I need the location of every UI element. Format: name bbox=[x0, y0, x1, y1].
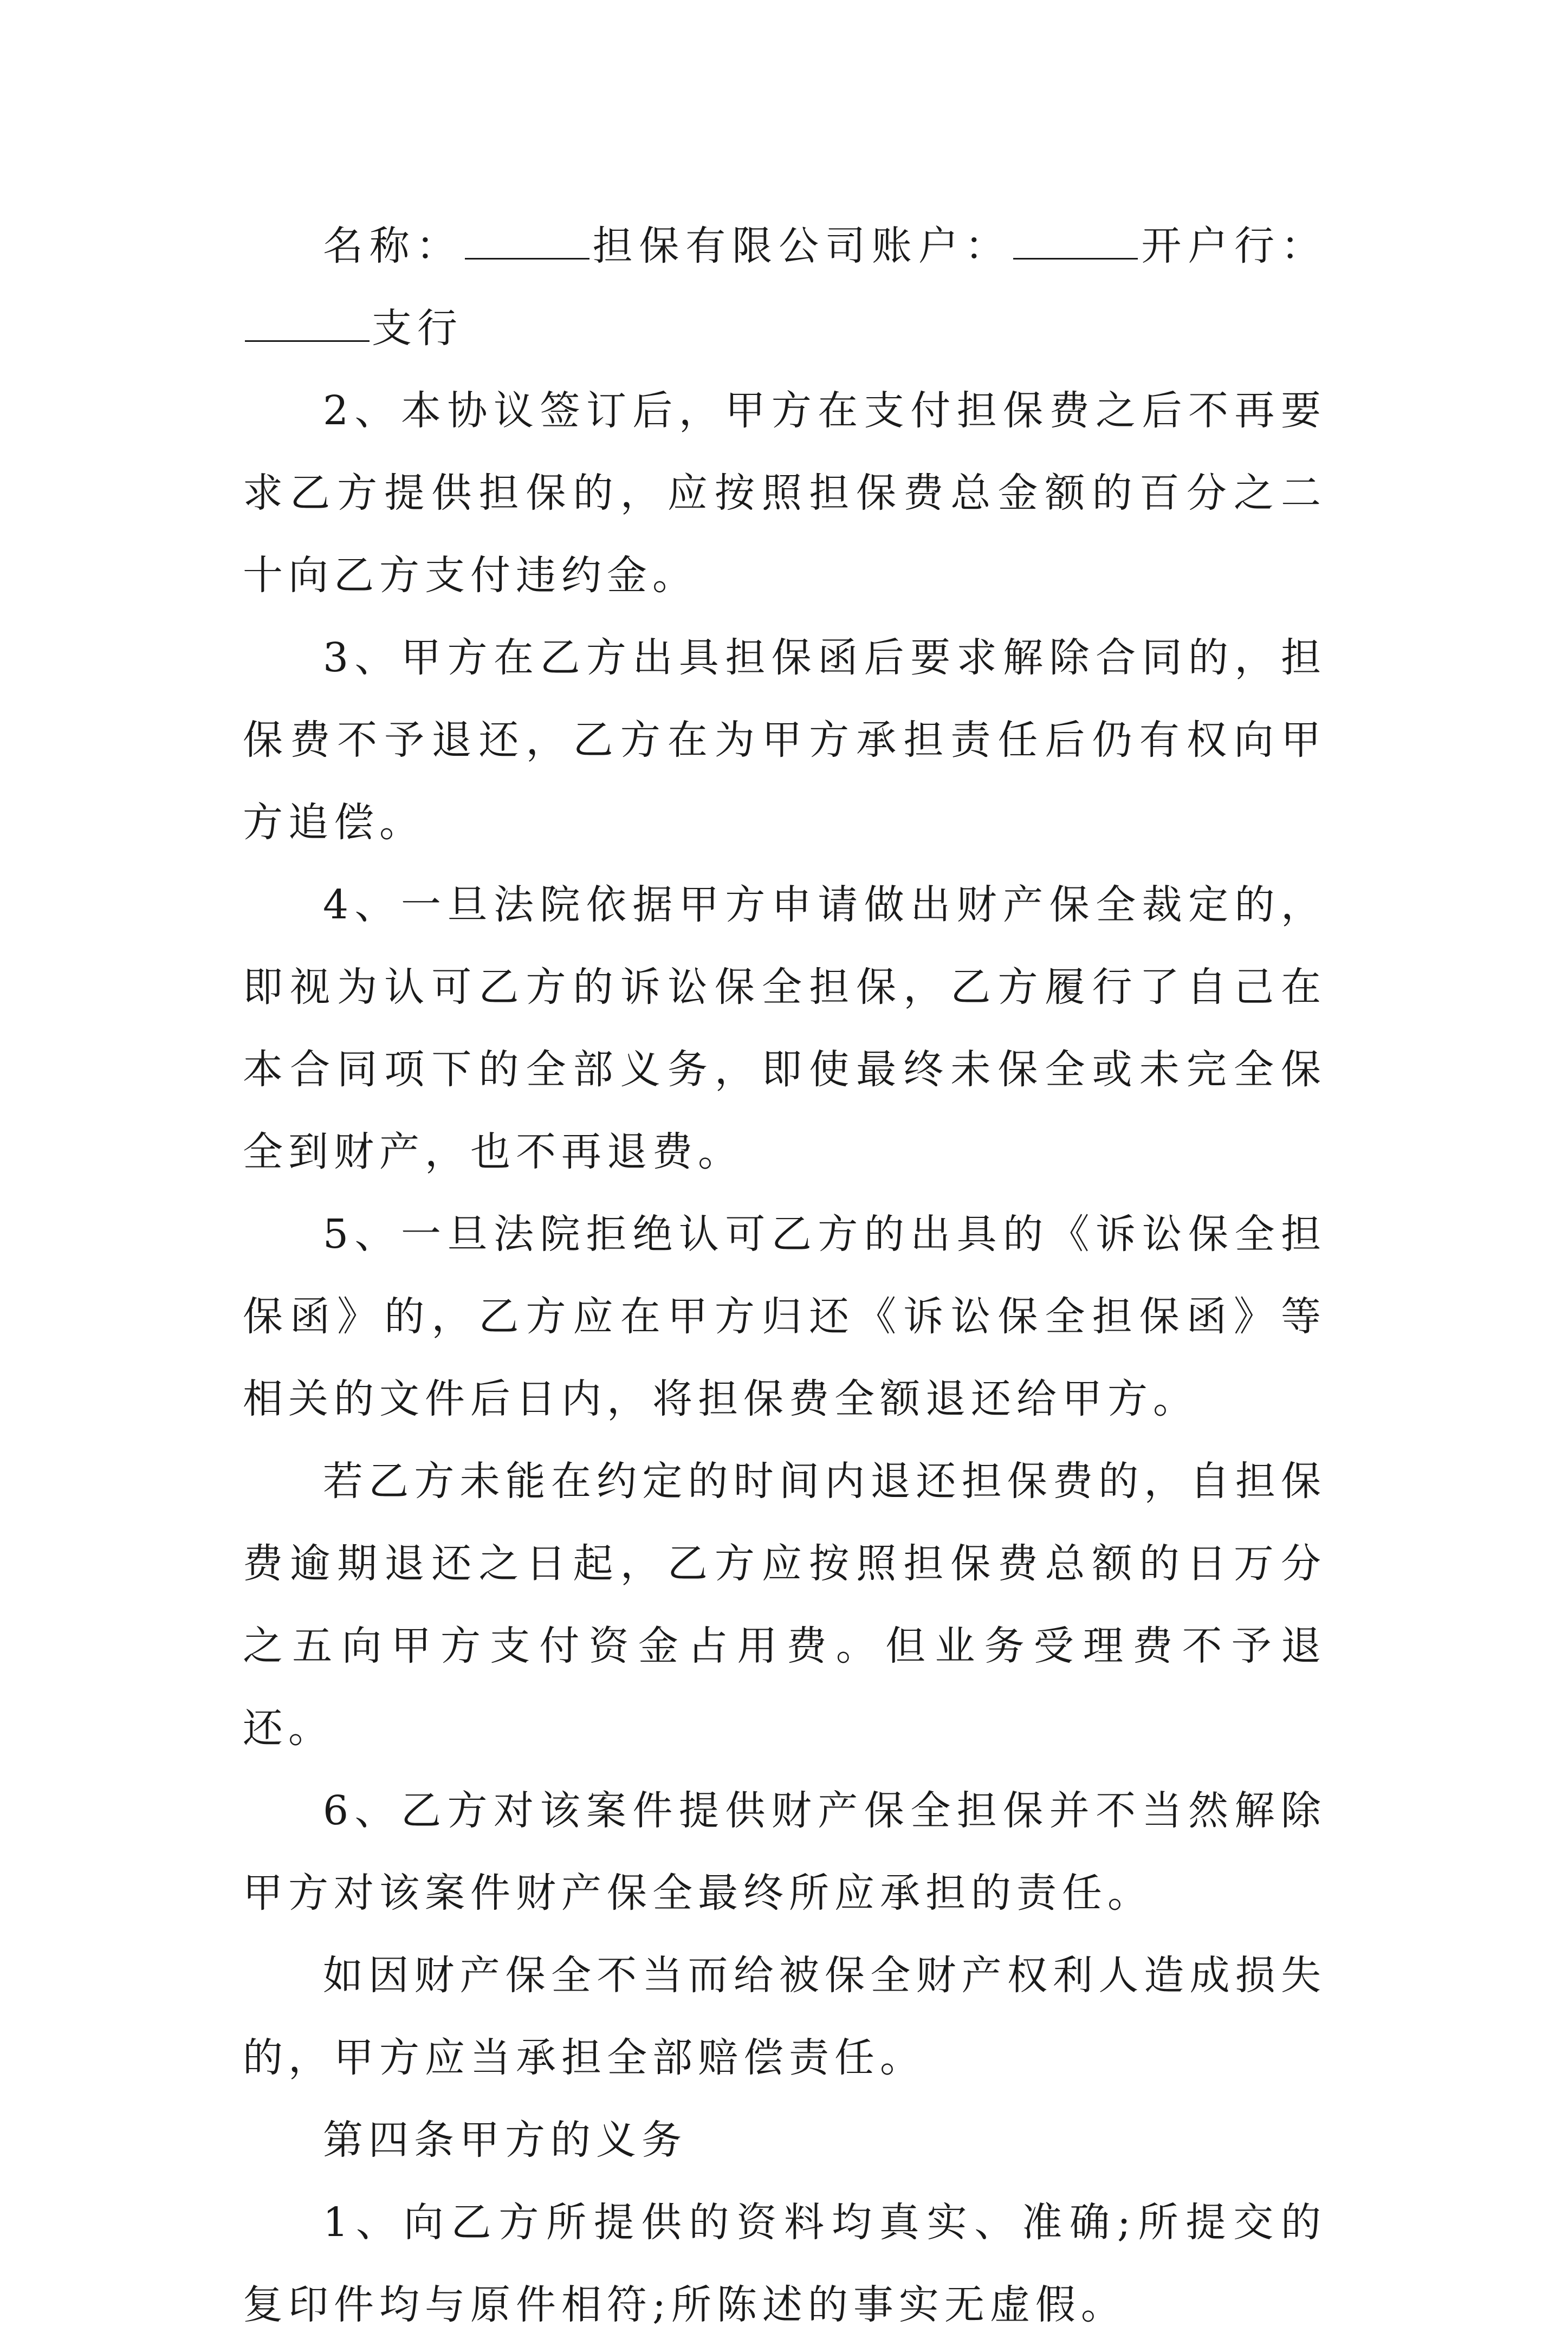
late-refund-paragraph: 若乙方未能在约定的时间内退还担保费的，自担保费逾期退还之日起，乙方应按照担保费总额的日万分之五向甲方支付资金占用费。但业务受理费不予退还。 bbox=[243, 1458, 1326, 1752]
bank-label: 开户行： bbox=[1140, 223, 1327, 269]
article-4-heading: 第四条甲方的义务 bbox=[323, 2117, 687, 2163]
clause-3-paragraph: 3、甲方在乙方出具担保函后要求解除合同的，担保费不予退还，乙方在为甲方承担责任后仍有权向甲方追偿。 bbox=[243, 634, 1326, 846]
clause-2-paragraph: 2、本协议签订后，甲方在支付担保费之后不再要求乙方提供担保的，应按照担保费总金额的百分之二十向乙方支付违约金。 bbox=[243, 387, 1326, 599]
clause-5-paragraph: 5、一旦法院拒绝认可乙方的出具的《诉讼保全担保函》的，乙方应在甲方归还《诉讼保全担保函》等相关的文件后日内，将担保费全额退还给甲方。 bbox=[243, 1211, 1326, 1422]
branch-label: 支行 bbox=[372, 305, 463, 352]
account-info-paragraph bbox=[243, 205, 1326, 370]
clause-4-paragraph: 4、一旦法院依据甲方申请做出财产保全裁定的，即视为认可乙方的诉讼保全担保，乙方履行了自己在本合同项下的全部义务，即使最终未保全或未完全保全到财产，也不再退费。 bbox=[243, 882, 1326, 1175]
bank-blank bbox=[245, 302, 370, 342]
company-account-label: 担保有限公司账户： bbox=[591, 223, 1012, 269]
account-blank bbox=[1013, 220, 1138, 260]
document-page bbox=[243, 205, 1326, 2346]
name-label: 名称： bbox=[323, 223, 463, 269]
clause-6-paragraph: 6、乙方对该案件提供财产保全担保并不当然解除甲方对该案件财产保全最终所应承担的责任。 bbox=[243, 1787, 1326, 1916]
damages-paragraph: 如因财产保全不当而给被保全财产权利人造成损失的，甲方应当承担全部赔偿责任。 bbox=[243, 1952, 1326, 2081]
obligation-1-paragraph: 1、向乙方所提供的资料均真实、准确;所提交的复印件均与原件相符;所陈述的事实无虚假。 bbox=[243, 2199, 1326, 2328]
name-blank bbox=[465, 220, 589, 260]
